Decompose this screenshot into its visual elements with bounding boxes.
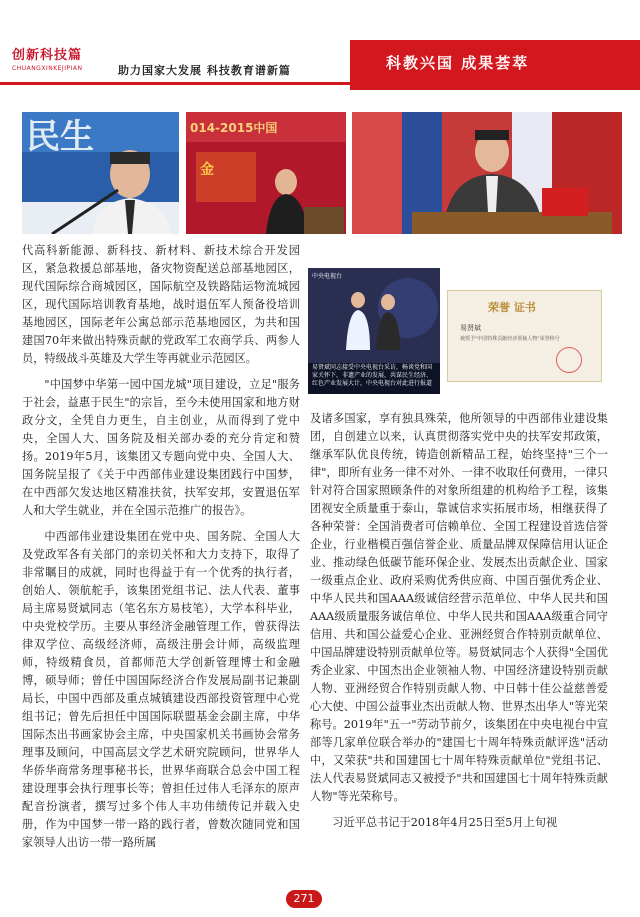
tv-caption: 易贤斌同志接受中央电视台采访，畅谈党和国家关怀下，非遗产业的发展，共谋民生经济、红色产业发展大计，中央电视台对此进行报道 (312, 364, 433, 387)
honor-certificate (447, 290, 602, 382)
section-title: 创新科技篇 (12, 48, 83, 63)
header-red-rule (0, 82, 350, 85)
article-right-column (310, 410, 608, 832)
cert-seal (556, 347, 582, 373)
photo-desk-flags-image (352, 112, 622, 234)
right-paragraph-1: 及诸多国家，享有独具殊荣，他所领导的中西部伟业建设集团，自创建立以来，认真贯彻落实党中央的扶军安邦政策，继承军队优良传统，铸造创新精品工程，始终坚持"三个一律"，即所有业务一律不对外、一律不收取任何费用，一律只针对符合国家照顾条件的对象所组建的机构给予工程，该集团视安全质量重于泰山，靠诚信求实拓展市场，相继获得了各种荣誉：全国消费者可信赖单位、全国工程建设首选信誉企业，行业楷模百强信誉企业、质量品牌双保障信用认证企业、推动绿色低碳节能环保企业、发展杰出贡献企业、国家一级重点企业、政府采购优秀供应商、中国百强优秀企业、中华人民共和国AAA级诚信经营示范单位、中华人民共和国AAA级质量服务诚信单位、中华人民共和国AAA级重合同守信用、共和国公益爱心企业、亚洲经贸合作特别贡献单位、中国品牌建设特别贡献单位等。易贤斌同志个人获得"全国优秀企业家、中国杰出企业领袖人物、中国经济建设特别贡献人物、亚洲经贸合作特别贡献人物、中日韩十佳公益慈善爱心大使、中国公益事业杰出贡献人物、世界杰出华人"等光荣称号。2019年"五一"劳动节前夕，该集团在中央电视台中宣部等几家单位联合举办的"建国七十周年特殊贡献评选"活动中，又荣获"共和国建国七十周年特殊贡献单位"党组书记、法人代表易贤斌同志又被授予"共和国建国七十周年特殊贡献人物"等光荣称号。 (310, 412, 608, 803)
photo-speaker-blue (22, 112, 179, 234)
left-paragraph-2: "中国梦中华第一园中国龙城"项目建设，立足"服务于社会，益惠于民生"的宗旨，至今未使用国家和地方财政分文，全凭自力更生，自主创业，从而得到了党中央，全国人大、国务院及相关部办委的充分肯定和赞扬。2019年5月，该集团又专题向党中央、全国人大、国务院呈报了《关于中西部伟业建设集团践行中国梦，在中西部欠发达地区精准扶贫，扶军安邦，安置退伍军人和大学生就业，并在全国示范推广的报告》。 (22, 378, 300, 517)
left-paragraph-3: 中西部伟业建设集团在党中央、国务院、全国人大及党政军各有关部门的亲切关怀和大力支持下，取得了非常瞩目的成就，同时也得益于有一个优秀的执行者，创始人、领航舵手，该集团党组书记、法人代表、董事局主席易贤斌同志（笔名东方易枝笔），大学本科毕业，中央党校学历。主要从事经济金融管理工作，曾获得法律双学位、高级经济师，高级注册会计师，高级监理师，特级精食员，首都师范大学创新管理博士和金融博，硕导师；曾任中国国际经济合作发展局副书记兼副局长，中国中西部及重点城镇建设西部投资管理中心党组书记；曾先后担任中国国际联盟基金会副主席，中华国际杰出书画家协会主席，中央国家机关书画协会常务理事及顾问，中国高层文学艺术研究院顾问，世界华人华侨华商常务理事秘书长，世界华商联合总会中国工程建设理事会执行理事长等；曾担任过伟人毛泽东的原声配音扮演者，撰写过多个伟人丰功伟绩传记并载入史册，作为中国梦一带一路的践行者，曾数次随同党和国家领导人出访一带一路所属 (22, 530, 300, 849)
photo1-backdrop-text: 民生 (26, 117, 94, 157)
cert-title: 荣誉 证书 (488, 301, 536, 314)
photo-speaker-red-stage-image (186, 112, 346, 234)
photo-speaker-red-stage (186, 112, 346, 234)
photo-speaker-blue-image (22, 112, 179, 234)
banner-text: 科教兴国 成果荟萃 (386, 54, 530, 72)
cert-name: 易贤斌 (460, 324, 481, 332)
photo2-backdrop-text: 014-2015中国 (190, 121, 278, 135)
header-banner (350, 40, 640, 90)
photo-cctv-interview (308, 268, 440, 394)
cert-body: 被授予"中国特殊贡献经济领袖人物"荣誉称号 (460, 336, 560, 342)
tv-logo: 中央电视台 (312, 273, 343, 280)
svg-text:金: 金 (200, 162, 214, 178)
right-paragraph-2: 习近平总书记于2018年4月25日至5月上旬视 (332, 816, 558, 829)
left-paragraph-1: 代高科新能源、新科技、新材料、新技术综合开发园区，紧急救援总部基地，备灾物资配送总部基地园区，现代国际综合商城园区，国际航空及铁路陆运物流城园区，现代国际培训教育基地，战时退伍军人预备役培训基地园区，国际老年公寓总部示范基地园区，为共和国建国70年来做出特殊贡献的党政军工农商学兵、两参人员，特级战斗英雄及大学生等再就业示范园区。 (22, 244, 300, 365)
photo-desk-flags (352, 112, 622, 234)
section-title-block (12, 44, 107, 78)
header-slogan: 助力国家大发展 科技教育谱新篇 (118, 64, 291, 77)
article-left-column (22, 242, 300, 852)
page-number: 271 (286, 890, 322, 908)
section-subtitle: CHUANGXINKEJIPIAN (12, 65, 83, 72)
page-header (0, 0, 640, 90)
